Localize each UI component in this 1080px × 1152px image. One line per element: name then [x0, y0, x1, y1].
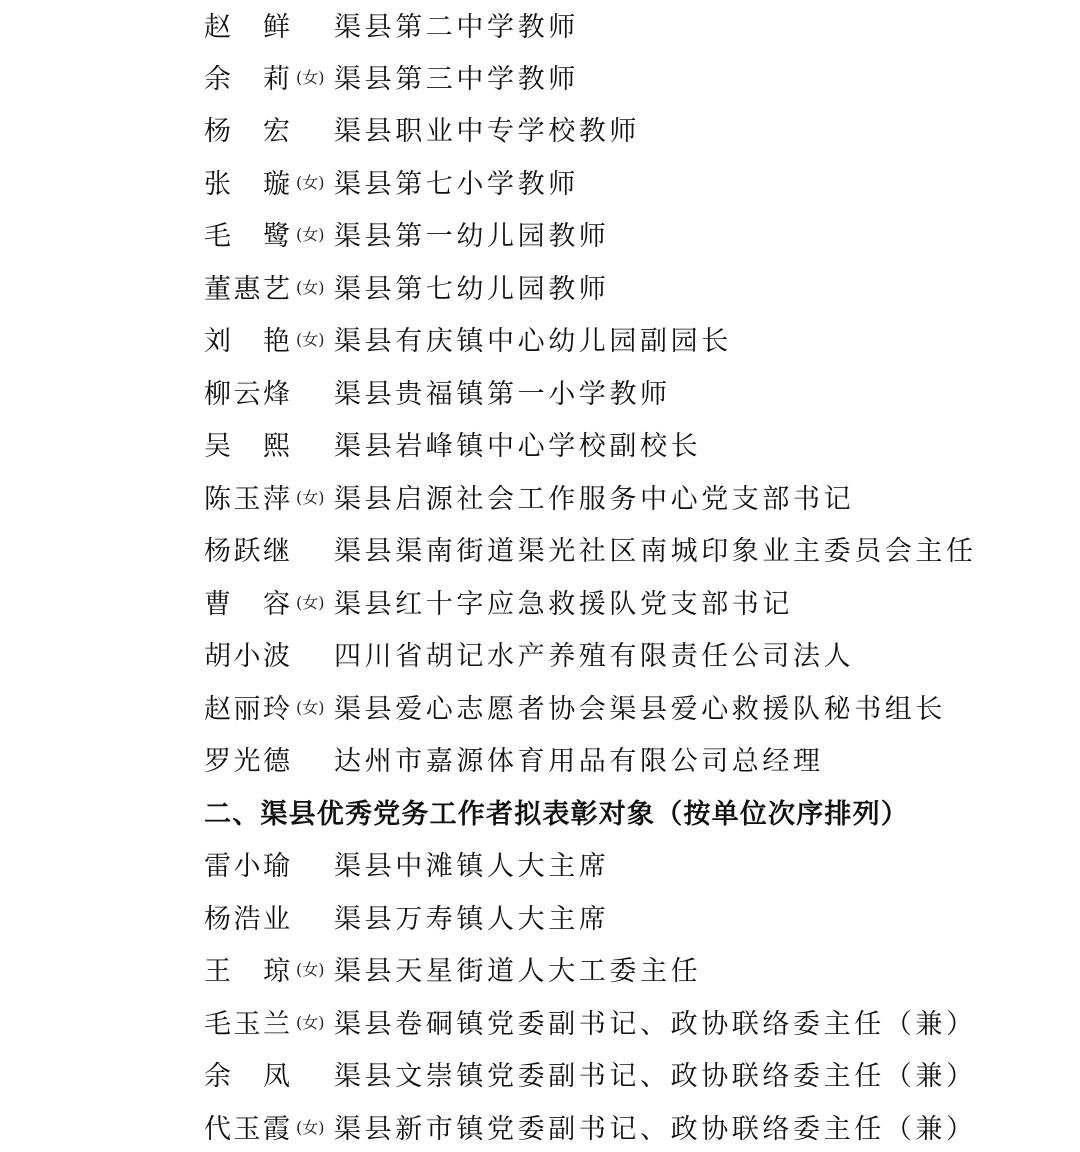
- name-char: 小: [233, 850, 263, 882]
- person-title: 渠县启源社会工作服务中心党支部书记: [334, 483, 855, 515]
- list-item: [204, 896, 609, 936]
- name-char: 雷: [204, 850, 233, 882]
- list-item: [204, 371, 671, 411]
- gender-tag: (女): [296, 487, 325, 507]
- person-name: [204, 949, 292, 988]
- name-char: 熙: [263, 430, 292, 462]
- person-title: 渠县第一幼儿园教师: [334, 220, 610, 252]
- person-name: [204, 844, 292, 883]
- list-item: [204, 423, 701, 463]
- person-name: [204, 424, 292, 463]
- name-char: 玉: [233, 483, 263, 515]
- name-char: 陈: [204, 483, 233, 515]
- person-name: [204, 897, 292, 936]
- list-item: [204, 266, 609, 306]
- person-title: 渠县万寿镇人大主席: [334, 903, 610, 935]
- name-char: 容: [263, 588, 292, 620]
- name-char: 霞: [263, 1113, 292, 1145]
- name-char: 凤: [263, 1060, 292, 1092]
- person-name: [204, 582, 292, 621]
- list-item: [204, 1106, 977, 1146]
- person-title: 渠县职业中专学校教师: [334, 115, 640, 147]
- gender-tag: (女): [296, 592, 325, 612]
- list-item: [204, 633, 854, 673]
- name-char: 杨: [204, 535, 233, 567]
- name-char: 毛: [204, 1008, 233, 1040]
- list-item: [204, 213, 609, 253]
- name-char: 波: [263, 640, 292, 672]
- list-item: [204, 56, 579, 96]
- person-name: [204, 1002, 292, 1041]
- list-item: [204, 1053, 977, 1093]
- name-char: 云: [233, 378, 263, 410]
- person-name: [204, 529, 292, 568]
- gender-tag: (女): [296, 277, 325, 297]
- person-title: 渠县渠南街道渠光社区南城印象业主委员会主任: [334, 535, 977, 567]
- person-name: [204, 687, 292, 726]
- gender-tag: (女): [296, 329, 325, 349]
- name-char: 胡: [204, 640, 233, 672]
- person-title: 渠县第二中学教师: [334, 11, 579, 43]
- name-char: 赵: [204, 693, 233, 725]
- name-char: 刘: [204, 325, 233, 357]
- person-title: 渠县第三中学教师: [334, 63, 579, 95]
- person-title: 渠县中滩镇人大主席: [334, 850, 610, 882]
- gender-tag: (女): [296, 67, 325, 87]
- person-name: [204, 634, 292, 673]
- person-name: [204, 372, 292, 411]
- name-char: 光: [233, 745, 263, 777]
- name-char: 跃: [233, 535, 263, 567]
- list-item: [204, 686, 946, 726]
- name-char: 烽: [263, 378, 292, 410]
- name-char: 业: [263, 903, 292, 935]
- name-char: 浩: [233, 903, 263, 935]
- name-char: 瑜: [263, 850, 292, 882]
- person-title: 渠县爱心志愿者协会渠县爱心救援队秘书组长: [334, 693, 946, 725]
- name-char: 莉: [263, 63, 292, 95]
- person-name: [204, 1107, 292, 1146]
- name-char: 玉: [233, 1008, 263, 1040]
- name-char: 曹: [204, 588, 233, 620]
- person-title: 渠县有庆镇中心幼儿园副园长: [334, 325, 732, 357]
- name-char: 丽: [233, 693, 263, 725]
- person-name: [204, 319, 292, 358]
- name-char: 杨: [204, 903, 233, 935]
- name-char: 吴: [204, 430, 233, 462]
- person-title: 渠县红十字应急救援队党支部书记: [334, 588, 793, 620]
- name-char: 玲: [263, 693, 292, 725]
- name-char: 杨: [204, 115, 233, 147]
- name-char: 小: [233, 640, 263, 672]
- name-char: 琼: [263, 955, 292, 987]
- person-title: 渠县岩峰镇中心学校副校长: [334, 430, 702, 462]
- person-title: 四川省胡记水产养殖有限责任公司法人: [334, 640, 855, 672]
- name-char: 罗: [204, 745, 233, 777]
- gender-tag: (女): [296, 224, 325, 244]
- name-char: 萍: [263, 483, 292, 515]
- person-title: 渠县卷硐镇党委副书记、政协联络委主任（兼）: [334, 1008, 977, 1040]
- person-title: 渠县第七幼儿园教师: [334, 273, 610, 305]
- person-name: [204, 739, 292, 778]
- name-char: 鲜: [263, 11, 292, 43]
- name-char: 王: [204, 955, 233, 987]
- section-heading: 二、渠县优秀党务工作者拟表彰对象（按单位次序排列）: [204, 798, 909, 830]
- name-char: 余: [204, 1060, 233, 1092]
- gender-tag: (女): [296, 697, 325, 717]
- list-item: [204, 843, 609, 883]
- gender-tag: (女): [296, 959, 325, 979]
- person-title: 渠县天星街道人大工委主任: [334, 955, 702, 987]
- person-title: 渠县第七小学教师: [334, 168, 579, 200]
- name-char: 鹭: [263, 220, 292, 252]
- person-name: [204, 5, 292, 44]
- person-title: 达州市嘉源体育用品有限公司总经理: [334, 745, 824, 777]
- name-char: 张: [204, 168, 233, 200]
- list-item: [204, 4, 579, 44]
- person-name: [204, 162, 292, 201]
- person-title: 渠县贵福镇第一小学教师: [334, 378, 671, 410]
- person-name: [204, 57, 292, 96]
- name-char: 毛: [204, 220, 233, 252]
- person-name: [204, 1054, 292, 1093]
- person-name: [204, 477, 292, 516]
- person-name: [204, 109, 292, 148]
- list-item: [204, 476, 854, 516]
- name-char: 艺: [263, 273, 292, 305]
- gender-tag: (女): [296, 1117, 325, 1137]
- list-item: [204, 161, 579, 201]
- list-item: [204, 738, 824, 778]
- person-title: 渠县新市镇党委副书记、政协联络委主任（兼）: [334, 1113, 977, 1145]
- name-char: 赵: [204, 11, 233, 43]
- name-char: 宏: [263, 115, 292, 147]
- name-char: 代: [204, 1113, 233, 1145]
- name-char: 董: [204, 273, 233, 305]
- name-char: 继: [263, 535, 292, 567]
- person-name: [204, 214, 292, 253]
- list-item: [204, 948, 701, 988]
- list-item: [204, 581, 793, 621]
- name-char: 余: [204, 63, 233, 95]
- name-char: 惠: [233, 273, 263, 305]
- name-char: 兰: [263, 1008, 292, 1040]
- name-char: 柳: [204, 378, 233, 410]
- person-name: [204, 267, 292, 306]
- list-item: [204, 318, 732, 358]
- list-item: [204, 108, 640, 148]
- name-char: 艳: [263, 325, 292, 357]
- gender-tag: (女): [296, 172, 325, 192]
- name-char: 璇: [263, 168, 292, 200]
- list-item: [204, 528, 977, 568]
- list-item: [204, 1001, 977, 1041]
- name-char: 德: [263, 745, 292, 777]
- person-title: 渠县文崇镇党委副书记、政协联络委主任（兼）: [334, 1060, 977, 1092]
- name-char: 玉: [233, 1113, 263, 1145]
- gender-tag: (女): [296, 1012, 325, 1032]
